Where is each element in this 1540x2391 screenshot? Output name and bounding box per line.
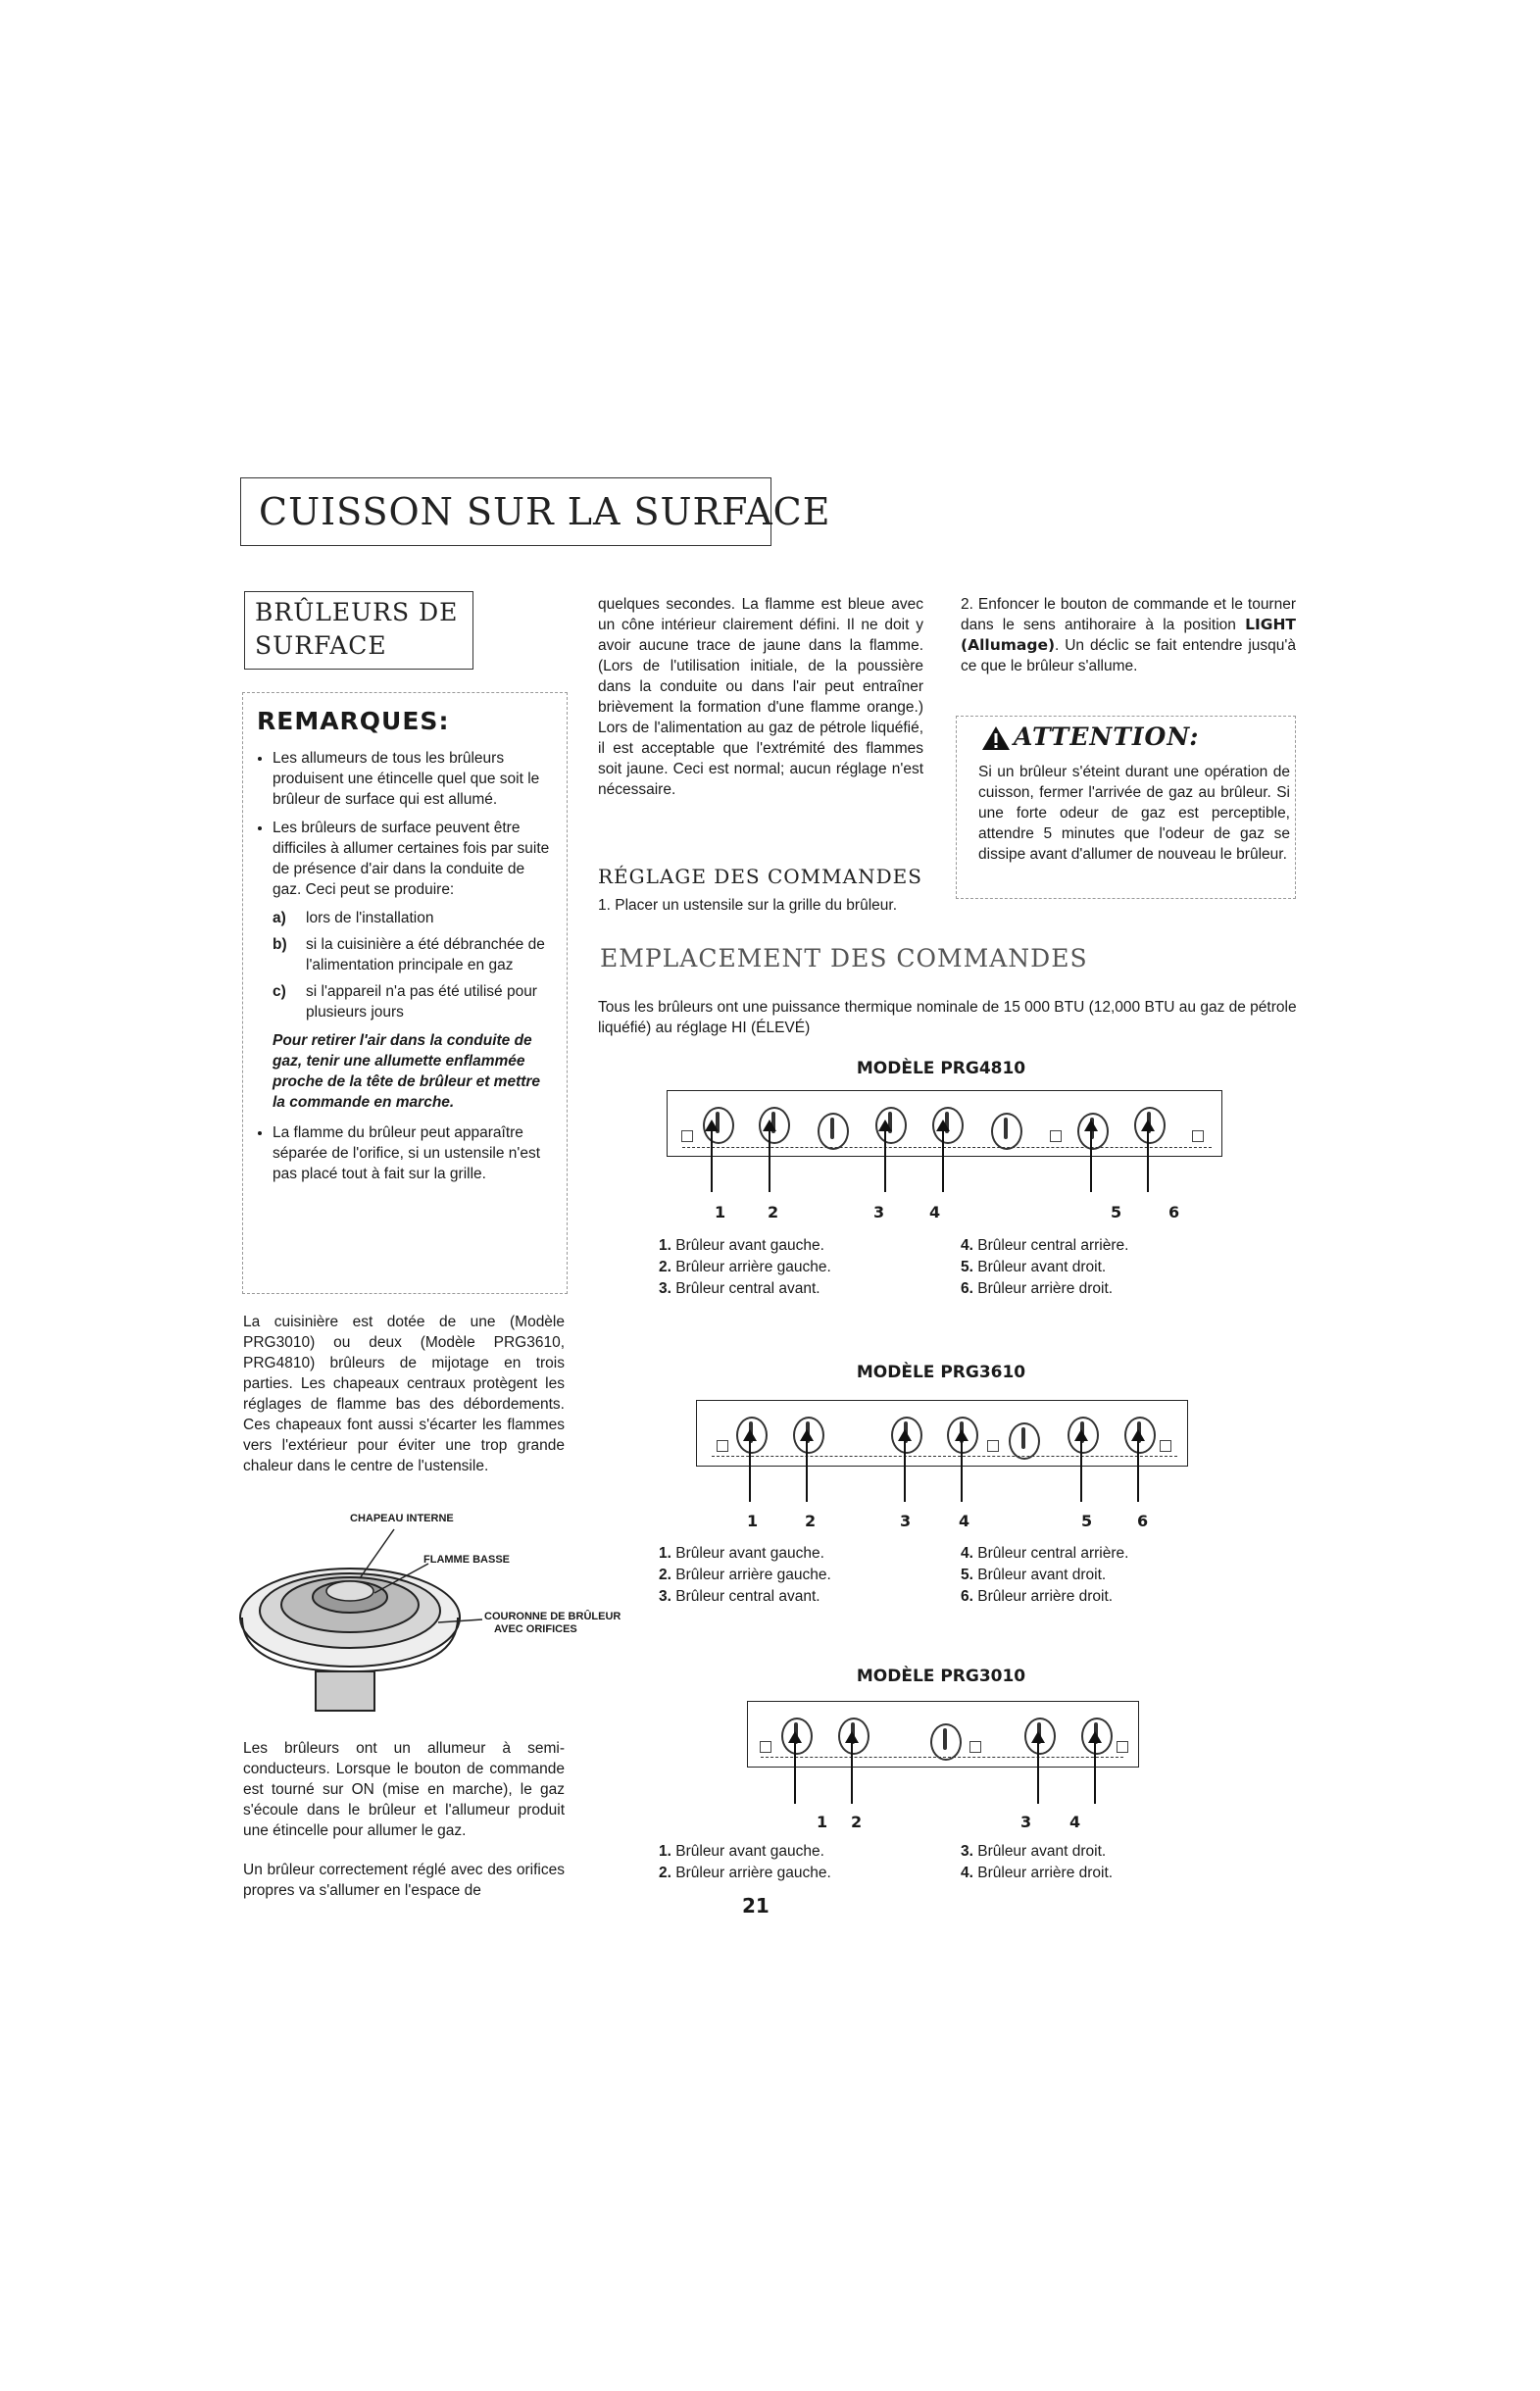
attention-text: Si un brûleur s'éteint durant une opération de cuisson, fermer l'arrivée de gaz au brûleur. Si une forte odeur de gaz est perceptible, attendre 5 minutes que l'odeur de gaz se dissipe avant d'allumer de nouveau le brûleur.: [978, 764, 1290, 863]
section-title-line2: SURFACE: [255, 631, 387, 660]
num-6: 6: [1168, 1203, 1180, 1221]
reglage-heading: RÉGLAGE DES COMMANDES: [598, 865, 922, 888]
remarks-title: REMARQUES:: [257, 707, 450, 735]
remark-2: • Les brûleurs de surface peuvent être difficiles à allumer certaines fois par suite de présence d'air dans la conduite de gaz. Ceci peut se produire:: [273, 818, 554, 900]
num-3: 3: [1020, 1813, 1032, 1831]
label-flamme-basse: FLAMME BASSE: [423, 1554, 510, 1566]
legend-prg3610-left: 1. Brûleur avant gauche. 2. Brûleur arrière gauche. 3. Brûleur central avant.: [659, 1545, 831, 1605]
igniter-paragraph: Les brûleurs ont un allumeur à semi-conducteurs. Lorsque le bouton de commande est tourné sur ON (mise en marche), le gaz s'écoule dans le brûleur et l'allumeur produit une étincelle pour allumer le gaz.: [243, 1740, 565, 1839]
sub-item-b: b) si la cuisinière a été débranchée de l'alimentation principale en gaz: [273, 936, 545, 973]
num-4: 4: [1069, 1813, 1081, 1831]
legend-prg3010-right: 3. Brûleur avant droit. 4. Brûleur arrière droit.: [961, 1843, 1114, 1881]
num-4: 4: [959, 1512, 970, 1530]
num-1: 1: [747, 1512, 759, 1530]
num-1: 1: [715, 1203, 726, 1221]
num-3: 3: [900, 1512, 912, 1530]
remarks-body: [255, 748, 554, 1192]
model-prg3610-title: MODÈLE PRG3610: [856, 1363, 1026, 1382]
legend-prg4810-left: 1. Brûleur avant gauche. 2. Brûleur arrière gauche. 3. Brûleur central avant.: [659, 1237, 831, 1297]
knob-icon: [1077, 1113, 1109, 1150]
num-5: 5: [1111, 1203, 1122, 1221]
knob-icon: [818, 1113, 849, 1150]
num-2: 2: [851, 1813, 863, 1831]
num-5: 5: [1081, 1512, 1093, 1530]
attention-title: ATTENTION:: [1014, 722, 1200, 751]
legend-prg4810-right: 4. Brûleur central arrière. 5. Brûleur avant droit. 6. Brûleur arrière droit.: [961, 1237, 1129, 1297]
flame-paragraph-start: Un brûleur correctement réglé avec des orifices propres va s'allumer en l'espace de: [243, 1862, 565, 1899]
section-title-box: [244, 591, 473, 670]
remarks-box: [242, 692, 568, 1294]
burner-diagram: [218, 1513, 621, 1720]
knob-icon: [930, 1723, 962, 1761]
page-number: 21: [742, 1894, 770, 1918]
sub-item-a: a) lors de l'installation: [273, 910, 434, 926]
emplacement-intro: Tous les brûleurs ont une puissance thermique nominale de 15 000 BTU (12,000 BTU au gaz de pétrole liquéfié) au réglage HI (ÉLEVÉ): [598, 999, 1297, 1036]
step-1: 1. Placer un ustensile sur la grille du brûleur.: [598, 897, 897, 914]
legend-prg3010-left: 1. Brûleur avant gauche. 2. Brûleur arrière gauche.: [659, 1843, 831, 1881]
legend-prg3610-right: 4. Brûleur central arrière. 5. Brûleur avant droit. 6. Brûleur arrière droit.: [961, 1545, 1129, 1605]
num-2: 2: [805, 1512, 817, 1530]
attention-box: [956, 716, 1296, 899]
num-3: 3: [873, 1203, 885, 1221]
remark-3: • La flamme du brûleur peut apparaître séparée de l'orifice, si un ustensile n'est pas placé tout à fait sur la grille.: [273, 1122, 554, 1184]
simmer-paragraph: La cuisinière est dotée de une (Modèle PRG3010) ou deux (Modèle PRG3610, PRG4810) brûleurs de mijotage en trois parties. Les chapeaux centraux protègent les réglages de flamme bas des débordements. Ces chapeaux font aussi s'écarter les flammes vers l'extérieur pour éviter une trop grande chaleur dans le centre de l'ustensile.: [243, 1314, 565, 1474]
label-couronne: COURONNE DE BRÛLEUR AVEC ORIFICES: [484, 1611, 621, 1635]
num-4: 4: [929, 1203, 941, 1221]
model-prg3010-title: MODÈLE PRG3010: [856, 1667, 1026, 1686]
page-header: CUISSON SUR LA SURFACE: [259, 490, 831, 533]
num-6: 6: [1137, 1512, 1149, 1530]
knob-icon: [1009, 1422, 1040, 1460]
section-title-line1: BRÛLEURS DE: [255, 598, 459, 626]
sub-item-c: c) si l'appareil n'a pas été utilisé pour plusieurs jours: [273, 983, 537, 1021]
air-removal-instruction: Pour retirer l'air dans la conduite de gaz, tenir une allumette enflammée proche de la tête de brûleur et mettre la commande en marche.: [273, 1032, 541, 1111]
warning-triangle-icon: [981, 724, 1011, 752]
model-prg4810-title: MODÈLE PRG4810: [856, 1059, 1026, 1078]
remark-1: • Les allumeurs de tous les brûleurs produisent une étincelle quel que soit le brûleur de surface qui est allumé.: [273, 748, 554, 810]
step-2: 2. Enfoncer le bouton de commande et le tourner dans le sens antihoraire à la position LIGHT (Allumage). Un déclic se fait entendre jusqu'à ce que le brûleur s'allume.: [961, 596, 1296, 674]
page-header-box: [240, 477, 831, 546]
flame-paragraph-continued: quelques secondes. La flamme est bleue avec un cône intérieur clairement défini. Il ne doit y avoir aucune trace de jaune dans la flamme. (Lors de l'utilisation initiale, de la poussière dans la conduite ou dans l'air peut entraîner brièvement la formation d'une flamme orange.) Lors de l'alimentation au gaz de pétrole liquéfié, il est acceptable que l'extrémité des flammes soit jaune. Ceci est normal; aucun réglage n'est nécessaire.: [598, 596, 923, 798]
num-2: 2: [768, 1203, 779, 1221]
num-1: 1: [817, 1813, 828, 1831]
emplacement-title: EMPLACEMENT DES COMMANDES: [600, 944, 1088, 972]
knob-icon: [991, 1113, 1022, 1150]
label-chapeau-interne: CHAPEAU INTERNE: [350, 1513, 454, 1524]
